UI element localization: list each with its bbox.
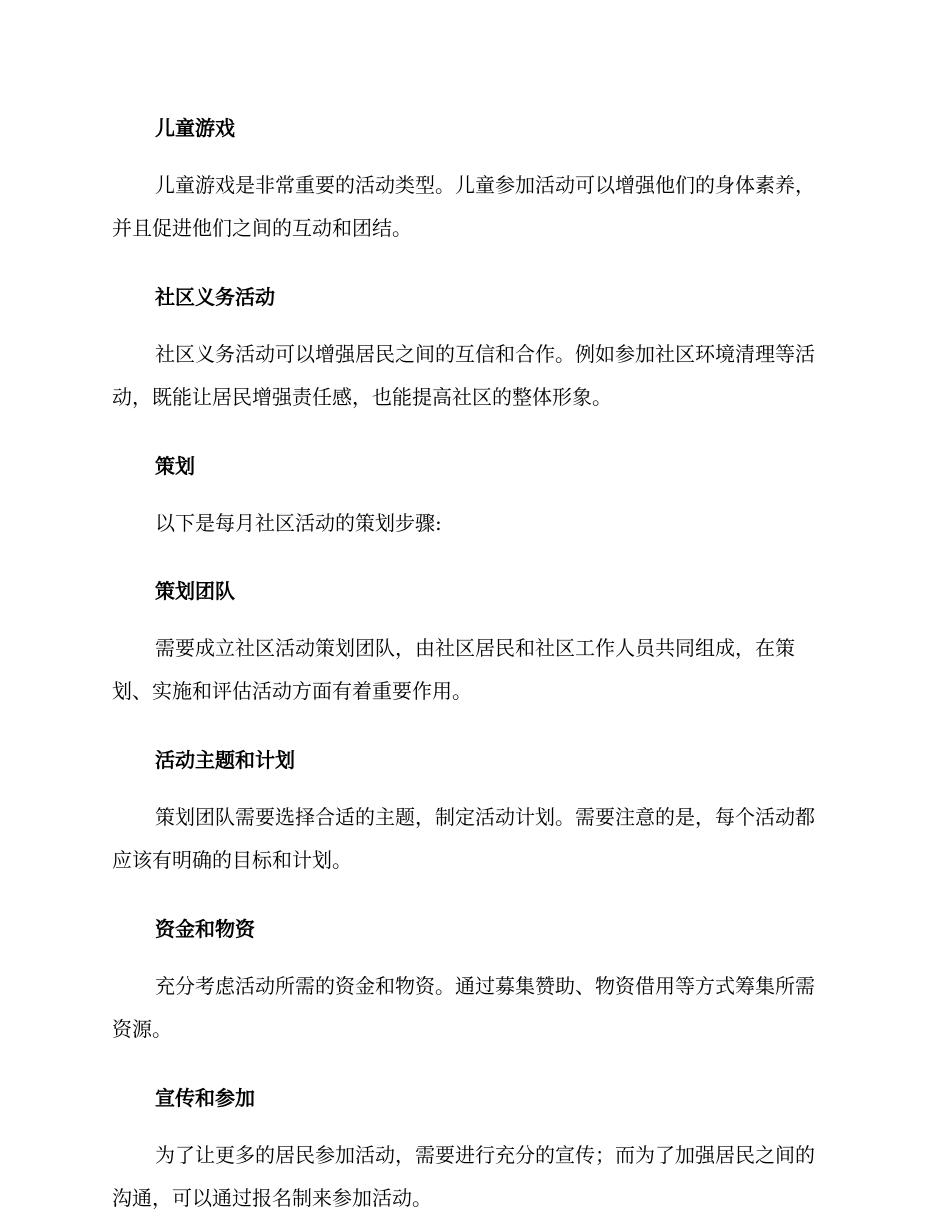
document-page xyxy=(112,112,830,1220)
section-heading: 宣传和参加 xyxy=(155,1086,255,1110)
section-heading: 资金和物资 xyxy=(155,917,255,941)
section-heading: 儿童游戏 xyxy=(155,116,235,140)
section-body: 儿童游戏是非常重要的活动类型。儿童参加活动可以增强他们的身体素养，并且促进他们之间的互动和团结。 xyxy=(112,173,815,240)
section-theme-and-plan xyxy=(112,744,830,913)
section-community-service xyxy=(112,281,830,450)
section-body: 社区义务活动可以增强居民之间的互信和合作。例如参加社区环境清理等活动，既能让居民增强责任感，也能提高社区的整体形象。 xyxy=(112,342,815,409)
section-planning xyxy=(112,450,830,575)
section-promotion-and-participation xyxy=(112,1082,830,1220)
section-heading: 策划 xyxy=(155,454,195,478)
section-heading: 策划团队 xyxy=(155,579,235,603)
section-body: 充分考虑活动所需的资金和物资。通过募集赞助、物资借用等方式筹集所需资源。 xyxy=(112,974,815,1041)
section-body: 为了让更多的居民参加活动，需要进行充分的宣传；而为了加强居民之间的沟通，可以通过报名制来参加活动。 xyxy=(112,1143,815,1210)
section-body: 需要成立社区活动策划团队，由社区居民和社区工作人员共同组成，在策划、实施和评估活动方面有着重要作用。 xyxy=(112,636,795,703)
section-body: 策划团队需要选择合适的主题，制定活动计划。需要注意的是，每个活动都应该有明确的目标和计划。 xyxy=(112,805,815,872)
section-heading: 活动主题和计划 xyxy=(155,748,295,772)
section-children-games xyxy=(112,112,830,281)
section-planning-team xyxy=(112,575,830,744)
section-funds-and-materials xyxy=(112,913,830,1082)
section-heading: 社区义务活动 xyxy=(155,285,275,309)
section-body: 以下是每月社区活动的策划步骤: xyxy=(155,511,442,535)
